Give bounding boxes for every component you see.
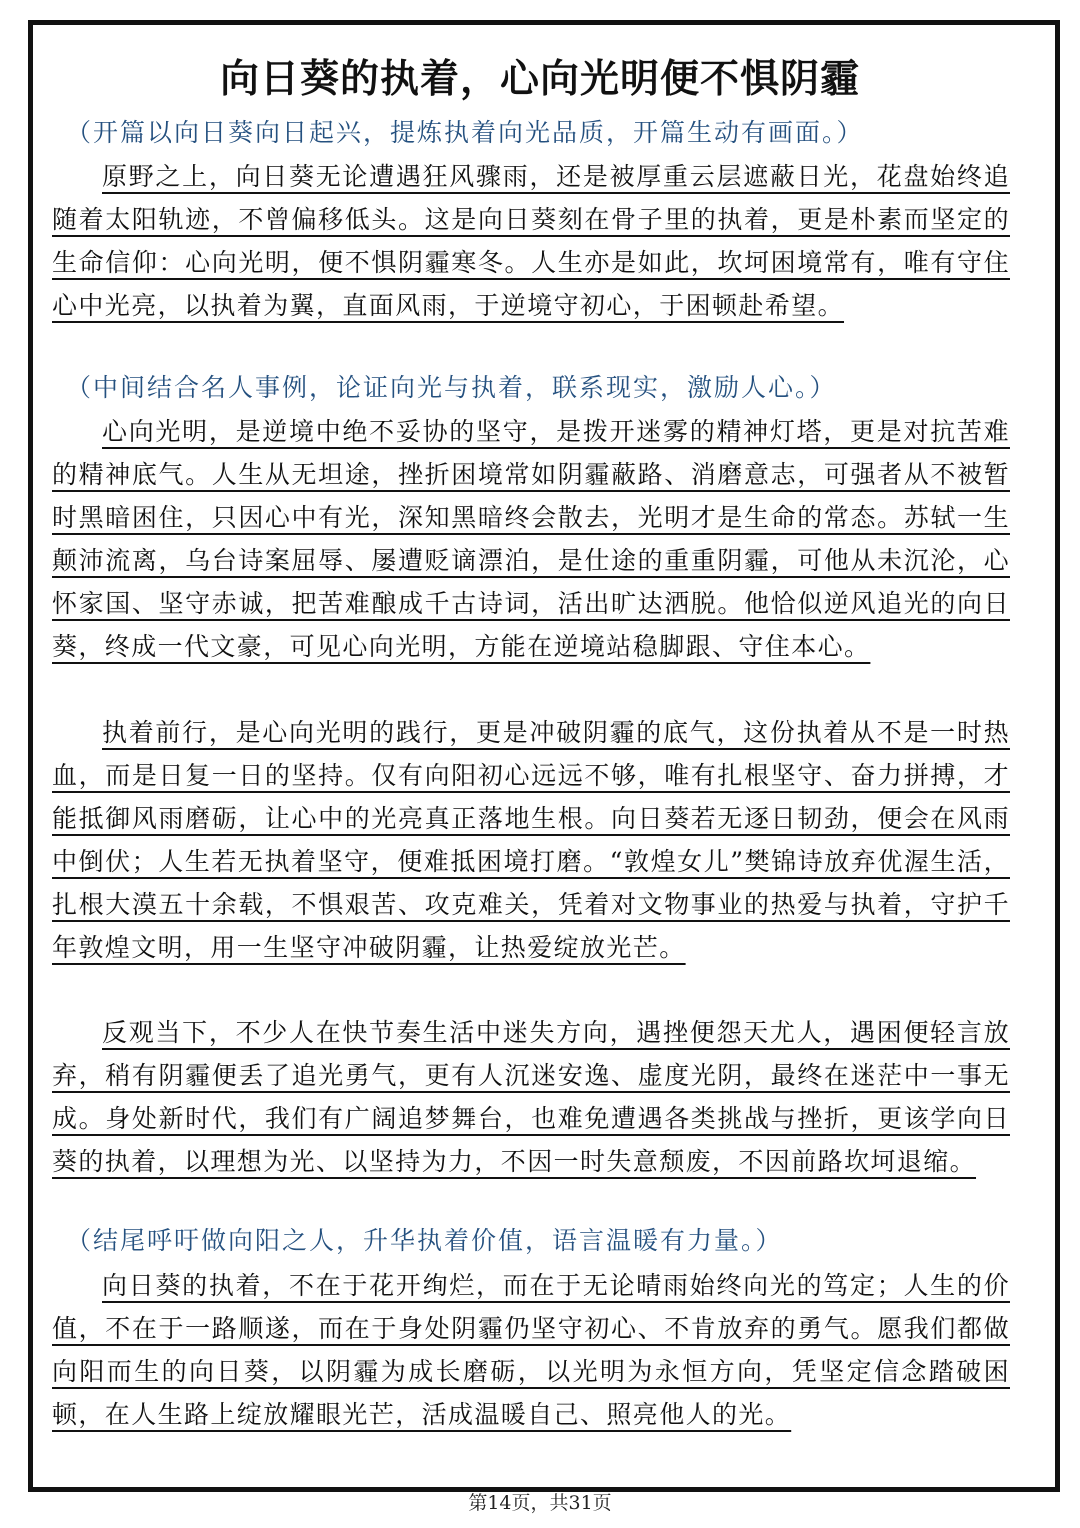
paragraph-2-text: 心向光明，是逆境中绝不妥协的坚守，是拨开迷雾的精神灯塔，更是对抗苦难的精神底气。人生从无坦途，挫折困境常如阴霾蔽路、消磨意志，可强者从不被暂时黑暗困住，只因心中有光，深知黑暗终会散去，光明才是生命的常态。苏轼一生颠沛流离，乌台诗案屈辱、屡遭贬谪漂泊，是仕途的重重阴霾，可他从未沉沦，心怀家国、坚守赤诚，把苦难酿成千古诗词，活出旷达洒脱。他恰似逆风追光的向日葵，终成一代文豪，可见心向光明，方能在逆境站稳脚跟、守住本心。 — [52, 417, 1010, 661]
paragraph-3 — [52, 711, 1010, 969]
page-number: 第14页，共31页 — [468, 1492, 612, 1514]
paragraph-1-text: 原野之上，向日葵无论遭遇狂风骤雨，还是被厚重云层遮蔽日光，花盘始终追随着太阳轨迹，不曾偏移低头。这是向日葵刻在骨子里的执着，更是朴素而坚定的生命信仰：心向光明，便不惧阴霾寒冬。人生亦是如此，坎坷困境常有，唯有守住心中光亮，以执着为翼，直面风雨，于逆境守初心，于困顿赴希望。 — [52, 162, 1010, 320]
paragraph-5 — [52, 1264, 1010, 1436]
essay-title: 向日葵的执着，心向光明便不惧阴霾 — [219, 57, 860, 102]
annotation-opening: （开篇以向日葵向日起兴，提炼执着向光品质，开篇生动有画面。） — [66, 118, 864, 147]
annotation-ending: （结尾呼吁做向阳之人，升华执着价值，语言温暖有力量。） — [66, 1226, 783, 1255]
paragraph-1 — [52, 155, 1010, 327]
paragraph-4 — [52, 1011, 1010, 1183]
paragraph-5-text: 向日葵的执着，不在于花开绚烂，而在于无论晴雨始终向光的笃定；人生的价值，不在于一路顺遂，而在于身处阴霾仍坚守初心、不肯放弃的勇气。愿我们都做向阳而生的向日葵，以阴霾为成长磨砺，以光明为永恒方向，凭坚定信念踏破困顿，在人生路上绽放耀眼光芒，活成温暖自己、照亮他人的光。 — [52, 1271, 1010, 1429]
paragraph-4-text: 反观当下，不少人在快节奏生活中迷失方向，遇挫便怨天尤人，遇困便轻言放弃，稍有阴霾便丢了追光勇气，更有人沉迷安逸、虚度光阴，最终在迷茫中一事无成。身处新时代，我们有广阔追梦舞台，也难免遭遇各类挑战与挫折，更该学向日葵的执着，以理想为光、以坚持为力，不因一时失意颓废，不因前路坎坷退缩。 — [52, 1018, 1010, 1176]
paragraph-2 — [52, 410, 1010, 668]
paragraph-3-text: 执着前行，是心向光明的践行，更是冲破阴霾的底气，这份执着从不是一时热血，而是日复一日的坚持。仅有向阳初心远远不够，唯有扎根坚守、奋力拼搏，才能抵御风雨磨砺，让心中的光亮真正落地生根。向日葵若无逐日韧劲，便会在风雨中倒伏；人生若无执着坚守，便难抵困境打磨。“敦煌女儿”樊锦诗放弃优渥生活，扎根大漠五十余载，不惧艰苦、攻克难关，凭着对文物事业的热爱与执着，守护千年敦煌文明，用一生坚守冲破阴霾，让热爱绽放光芒。 — [52, 718, 1010, 962]
annotation-middle: （中间结合名人事例，论证向光与执着，联系现实，激励人心。） — [66, 373, 837, 402]
